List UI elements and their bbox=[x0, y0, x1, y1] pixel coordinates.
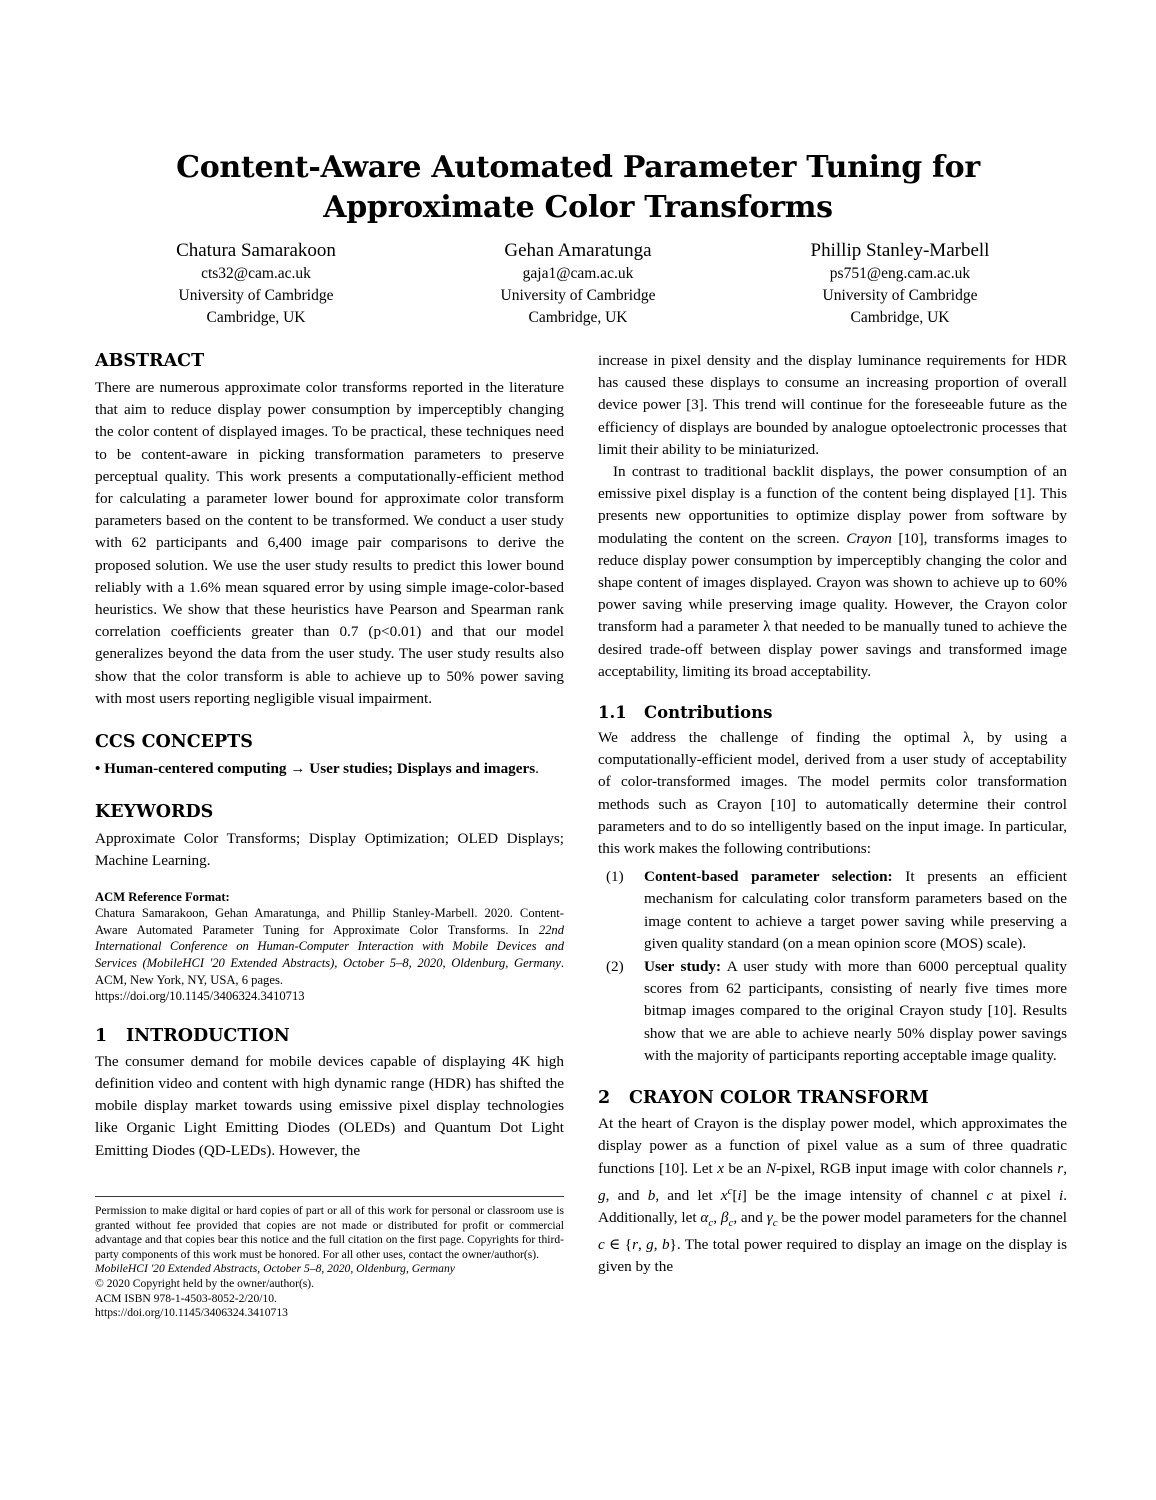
subsection-heading-contributions bbox=[598, 702, 1067, 724]
math-var-gamma: γ bbox=[766, 1208, 773, 1226]
math-var-x: x bbox=[717, 1159, 724, 1177]
right-column bbox=[598, 350, 1067, 1279]
copyright-divider bbox=[95, 1196, 564, 1197]
crayon-text-a: At the heart of Crayon is the display power model, which approximates the display power as a function of pixel value as a sum of three quadratic functions [10]. Let bbox=[598, 1115, 1067, 1177]
section-title: CRAYON COLOR TRANSFORM bbox=[629, 1088, 929, 1109]
crayon-text-n: ∈ { bbox=[604, 1236, 633, 1254]
intro-p2-part-b: [10], transforms images to reduce display power consumption by imperceptibly changing the color and shape content of images displayed. Crayon was shown to achieve up to 60% power saving while preserving image quality. However, the Crayon color transform had a parameter λ that needed to be manually tuned to achieve the desired trade-off between display power savings and transformed image acceptability, limiting its broad acceptability. bbox=[598, 529, 1067, 680]
crayon-text-g: [ bbox=[732, 1186, 738, 1204]
introduction-paragraph-1: The consumer demand for mobile devices capable of displaying 4K high definition video and content with high dynamic range (HDR) has shifted the mobile display market towards using emissive pixel display technologies like Organic Light Emitting Diodes (OLEDs) and Quantum Dot Light Emitting Diodes (QD-LEDs). However, the bbox=[95, 1052, 564, 1159]
contributions-intro: We address the challenge of finding the optimal λ, by using a computationally-efficient model, derived from a user study of acceptability of color-transformed images. The model permits color transformation methods such as Crayon [10] to automatically determine their control parameters and to do so intelligently based on the input image. In particular, this work makes the following contributions: bbox=[598, 729, 1067, 858]
page-title: Content-Aware Automated Parameter Tuning for Approximate Color Transforms bbox=[176, 150, 980, 225]
acm-reference-format bbox=[95, 889, 564, 1005]
math-var-r2: r bbox=[632, 1236, 638, 1254]
list-item-marker: (1) bbox=[606, 868, 624, 886]
math-var-b: b bbox=[647, 1186, 656, 1204]
contributions-list bbox=[598, 866, 1067, 1067]
math-var-x2: x bbox=[720, 1186, 728, 1204]
crayon-text-d: , bbox=[1063, 1159, 1067, 1177]
subsection-number: 1.1 bbox=[598, 703, 627, 723]
ccs-bold: Human-centered computing → User studies; Displays and imagers bbox=[104, 760, 536, 778]
math-var-g: g bbox=[598, 1186, 606, 1204]
ccs-bullet: • bbox=[95, 760, 101, 778]
crayon-text-o: , bbox=[637, 1236, 647, 1254]
author-affiliation: University of Cambridge bbox=[822, 287, 978, 304]
keywords-text: Approximate Color Transforms; Display Optimization; OLED Displays; Machine Learning. bbox=[95, 830, 564, 870]
section-heading-crayon bbox=[598, 1087, 1067, 1109]
section-heading-introduction bbox=[95, 1025, 564, 1047]
list-item-text: A user study with more than 6000 perceptual quality scores from 62 participants, consisting of nearly five times more bitmap images compared to the original Crayon study [10]. Results show that we are able to achieve nearly 50% display power savings with the majority of participants reporting acceptable image quality. bbox=[644, 958, 1067, 1064]
crayon-text-k: , bbox=[713, 1208, 721, 1226]
crayon-text-q: }. The total power required to display an image on the display is given by the bbox=[598, 1236, 1068, 1276]
crayon-text-l: , and bbox=[733, 1208, 767, 1226]
math-subscript-c1: c bbox=[708, 1217, 714, 1229]
crayon-text-e: , and bbox=[605, 1186, 648, 1204]
copyright-conference-italic: MobileHCI '20 Extended Abstracts, October 5–8, 2020, Oldenburg, Germany bbox=[95, 1262, 455, 1276]
acm-reference-heading: ACM Reference Format: bbox=[95, 889, 230, 904]
acm-reference-venue: 22nd International Conference on Human-Computer Interaction with Mobile Devices and Services (MobileHCI '20 Extended Abstracts), October 5–8, 2020, Oldenburg, Germany bbox=[95, 922, 564, 971]
copyright-holder: © 2020 Copyright held by the owner/author(s). bbox=[95, 1276, 315, 1290]
list-item bbox=[598, 956, 1067, 1067]
author-name: Phillip Stanley-Marbell bbox=[810, 240, 990, 261]
crayon-text-i: at pixel bbox=[993, 1186, 1059, 1204]
author-location: Cambridge, UK bbox=[206, 309, 306, 326]
crayon-text-c: -pixel, RGB input image with color channels bbox=[776, 1159, 1058, 1177]
crayon-text-h: ] be the image intensity of channel bbox=[741, 1186, 987, 1204]
abstract-text: There are numerous approximate color transforms reported in the literature that aim to reduce display power consumption by imperceptibly changing the color content of displayed images. To be practical, these techniques need to be content-aware in picking transformation parameters to preserve perceptual quality. This work presents a computationally-efficient method for calculating a parameter lower bound for approximate color transform parameters based on the content to be transformed. We conduct a user study with 62 participants and 6,400 image pair comparisons to derive the proposed solution. We use the user study results to predict this lower bound reliably with a 1.6% mean squared error by using simple image-color-based heuristics. We show that these heuristics have Pearson and Spearman rank correlation coefficients greater than 0.7 (p<0.01) and that our model generalizes beyond the data from the user study. The user study results also show that the color transform is able to achieve up to 50% power saving with most users reporting negligible visual impairment. bbox=[95, 379, 564, 707]
copyright-conference bbox=[95, 1262, 564, 1277]
math-subscript-c3: c bbox=[772, 1217, 778, 1229]
math-var-alpha: α bbox=[700, 1208, 709, 1226]
author-email[interactable]: gaja1@cam.ac.uk bbox=[522, 265, 634, 282]
section-number: 2 bbox=[598, 1088, 611, 1109]
subsection-title: Contributions bbox=[644, 703, 773, 723]
math-subscript-c2: c bbox=[728, 1217, 734, 1229]
copyright-doi[interactable]: https://doi.org/10.1145/3406324.3410713 bbox=[95, 1306, 288, 1320]
ccs-trailing: . bbox=[535, 760, 539, 778]
author-affiliation: University of Cambridge bbox=[178, 287, 334, 304]
author-name: Chatura Samarakoon bbox=[176, 240, 336, 261]
list-item-lead: Content-based parameter selection: bbox=[644, 868, 893, 886]
crayon-text-m: be the power model parameters for the channel bbox=[777, 1208, 1068, 1226]
copyright-isbn: ACM ISBN 978-1-4503-8052-2/20/10. bbox=[95, 1291, 277, 1305]
intro-p2-part-a: In contrast to traditional backlit displays, the power consumption of an emissive pixel display is a function of the content being displayed [1]. This presents new opportunities to optimize display power from software by modulating the content on the screen. bbox=[598, 463, 1067, 547]
author-entry bbox=[739, 238, 1061, 329]
keywords-heading: KEYWORDS bbox=[95, 802, 214, 823]
left-column bbox=[95, 350, 564, 1162]
math-superscript-c: c bbox=[727, 1184, 733, 1197]
crayon-text-f: , and let bbox=[655, 1186, 721, 1204]
author-entry bbox=[95, 238, 417, 329]
math-var-r: r bbox=[1057, 1159, 1064, 1177]
author-location: Cambridge, UK bbox=[850, 309, 950, 326]
ccs-heading: CCS CONCEPTS bbox=[95, 732, 253, 753]
math-var-g2: g bbox=[646, 1236, 654, 1254]
crayon-text-j: . Additionally, let bbox=[598, 1186, 1068, 1226]
author-email[interactable]: cts32@cam.ac.uk bbox=[201, 265, 311, 282]
copyright-permission: Permission to make digital or hard copies of part or all of this work for personal or classroom use is granted without fee provided that copies are not made or distributed for profit or commercial advantage and that copies bear this notice and the full citation on the first page. Copyrights for third-party components of this work must be honored. For all other uses, contact the owner/author(s). bbox=[95, 1204, 564, 1261]
math-var-c2: c bbox=[598, 1236, 605, 1254]
acm-reference-body bbox=[95, 905, 564, 988]
math-var-c: c bbox=[986, 1186, 994, 1204]
math-var-b2: b bbox=[661, 1236, 670, 1254]
author-entry bbox=[417, 238, 739, 329]
acm-reference-doi[interactable]: https://doi.org/10.1145/3406324.3410713 bbox=[95, 989, 305, 1004]
author-name: Gehan Amaratunga bbox=[504, 240, 652, 261]
crayon-text-b: be an bbox=[723, 1159, 766, 1177]
math-var-i2: i bbox=[1059, 1186, 1064, 1204]
list-item-text: It presents an efficient mechanism for calculating color transform parameters based on the image content to achieve a target power saving while preserving a given quality standard (on a mean opinion score (MOS) scale). bbox=[644, 868, 1067, 952]
author-location: Cambridge, UK bbox=[528, 309, 628, 326]
crayon-italic: Crayon bbox=[846, 529, 892, 547]
introduction-paragraph-2 bbox=[598, 461, 1067, 683]
list-item bbox=[598, 866, 1067, 955]
section-number: 1 bbox=[95, 1025, 108, 1046]
math-var-i: i bbox=[737, 1186, 742, 1204]
crayon-paragraph bbox=[598, 1113, 1067, 1279]
introduction-paragraph-1-continued: increase in pixel density and the display luminance requirements for HDR has caused these displays to consume an increasing proportion of overall device power [3]. This trend will continue for the foreseeable future as the efficiency of displays are bounded by analogue optoelectronic processes that limit their ability to be miniaturized. bbox=[598, 352, 1067, 458]
acm-reference-publisher: . ACM, New York, NY, USA, 6 pages. bbox=[95, 956, 564, 987]
section-title: INTRODUCTION bbox=[126, 1025, 290, 1046]
author-block bbox=[95, 238, 1061, 329]
title-block bbox=[95, 148, 1061, 228]
abstract-heading: ABSTRACT bbox=[95, 351, 205, 371]
acm-reference-authors: Chatura Samarakoon, Gehan Amaratunga, and Phillip Stanley-Marbell. 2020. Content-Aware Automated Parameter Tuning for Approximate Color Transforms. In bbox=[95, 906, 564, 937]
ccs-text bbox=[95, 758, 564, 780]
math-var-beta: β bbox=[720, 1208, 729, 1226]
list-item-lead: User study: bbox=[644, 958, 722, 976]
copyright-block bbox=[95, 1196, 564, 1321]
crayon-text-p: , bbox=[653, 1236, 662, 1254]
author-affiliation: University of Cambridge bbox=[500, 287, 656, 304]
list-item-marker: (2) bbox=[606, 958, 624, 976]
author-email[interactable]: ps751@eng.cam.ac.uk bbox=[829, 265, 971, 282]
math-var-n: N bbox=[765, 1159, 777, 1177]
